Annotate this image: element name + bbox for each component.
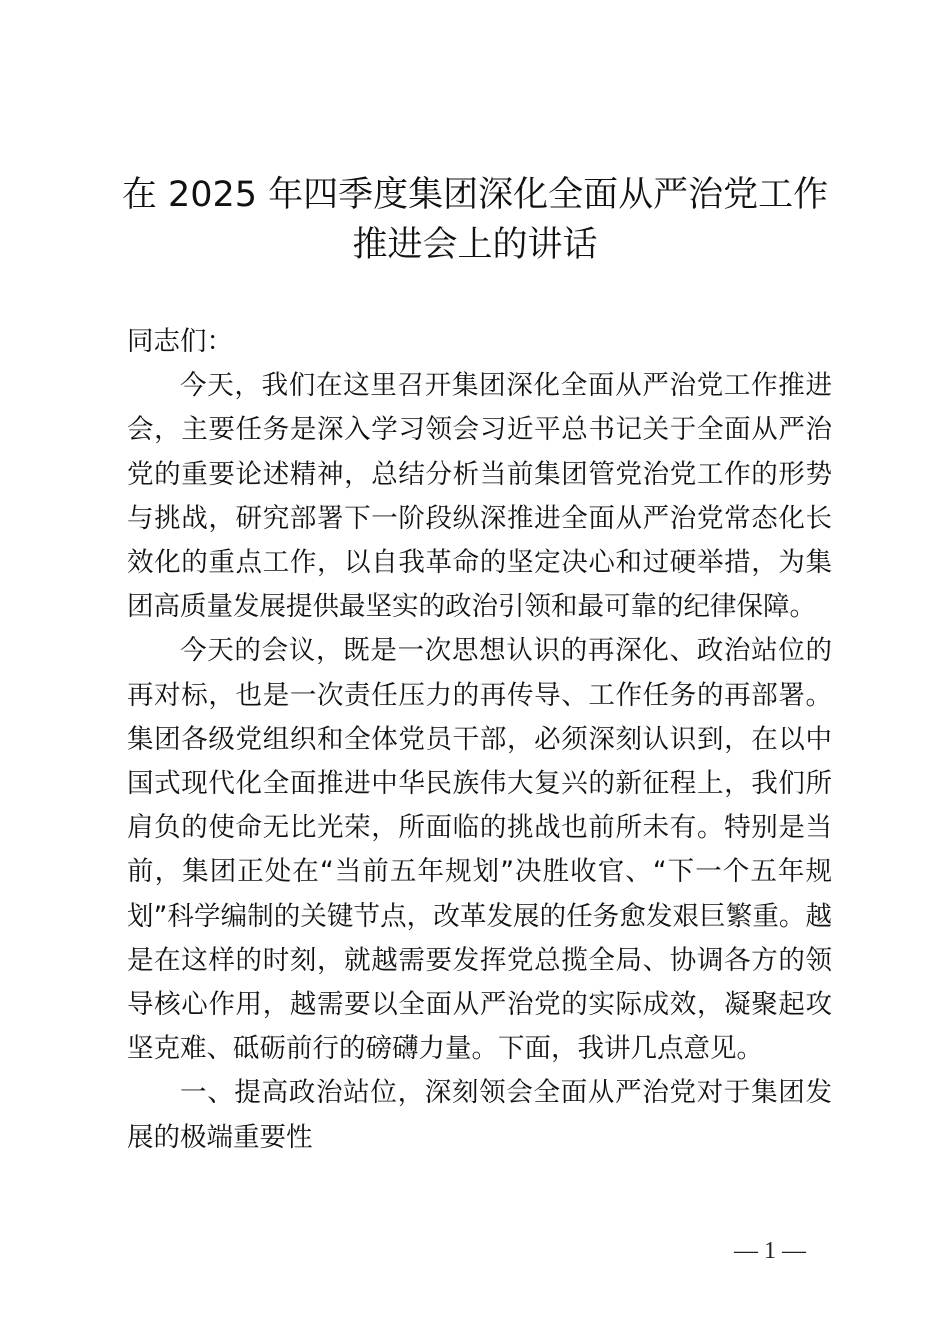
body-paragraph-2: 今天的会议，既是一次思想认识的再深化、政治站位的再对标，也是一次责任压力的再传导、工作任务的再部署。集团各级党组织和全体党员干部，必须深刻认识到，在以中国式现代化全面推进中华民族伟大复兴的新征程上，我们所肩负的使命无比光荣，所面临的挑战也前所未有。特别是当前，集团正处在“当前五年规划”决胜收官、“下一个五年规划”科学编制的关键节点，改革发展的任务愈发艰巨繁重。越是在这样的时刻，就越需要发挥党总揽全局、协调各方的领导核心作用，越需要以全面从严治党的实际成效，凝聚起攻坚克难、砥砺前行的磅礴力量。下面，我讲几点意见。: [127, 635, 832, 1065]
document-body: [127, 320, 832, 1160]
document-title-line-1: 在 2025 年四季度集团深化全面从严治党工作: [121, 175, 829, 215]
section-heading-1: 一、提高政治站位，深刻领会全面从严治党对于集团发展的极端重要性: [127, 1077, 832, 1153]
page-number: — 1 —: [734, 1238, 806, 1264]
document-title-line-2: 推进会上的讲话: [352, 225, 598, 265]
body-paragraph-1: 今天，我们在这里召开集团深化全面从严治党工作推进会，主要任务是深入学习领会习近平总书记关于全面从严治党的重要论述精神，总结分析当前集团管党治党工作的形势与挑战，研究部署下一阶段纵深推进全面从严治党常态化长效化的重点工作，以自我革命的坚定决心和过硬举措，为集团高质量发展提供最坚实的政治引领和最可靠的纪律保障。: [127, 370, 832, 623]
salutation: 同志们：: [127, 326, 233, 357]
